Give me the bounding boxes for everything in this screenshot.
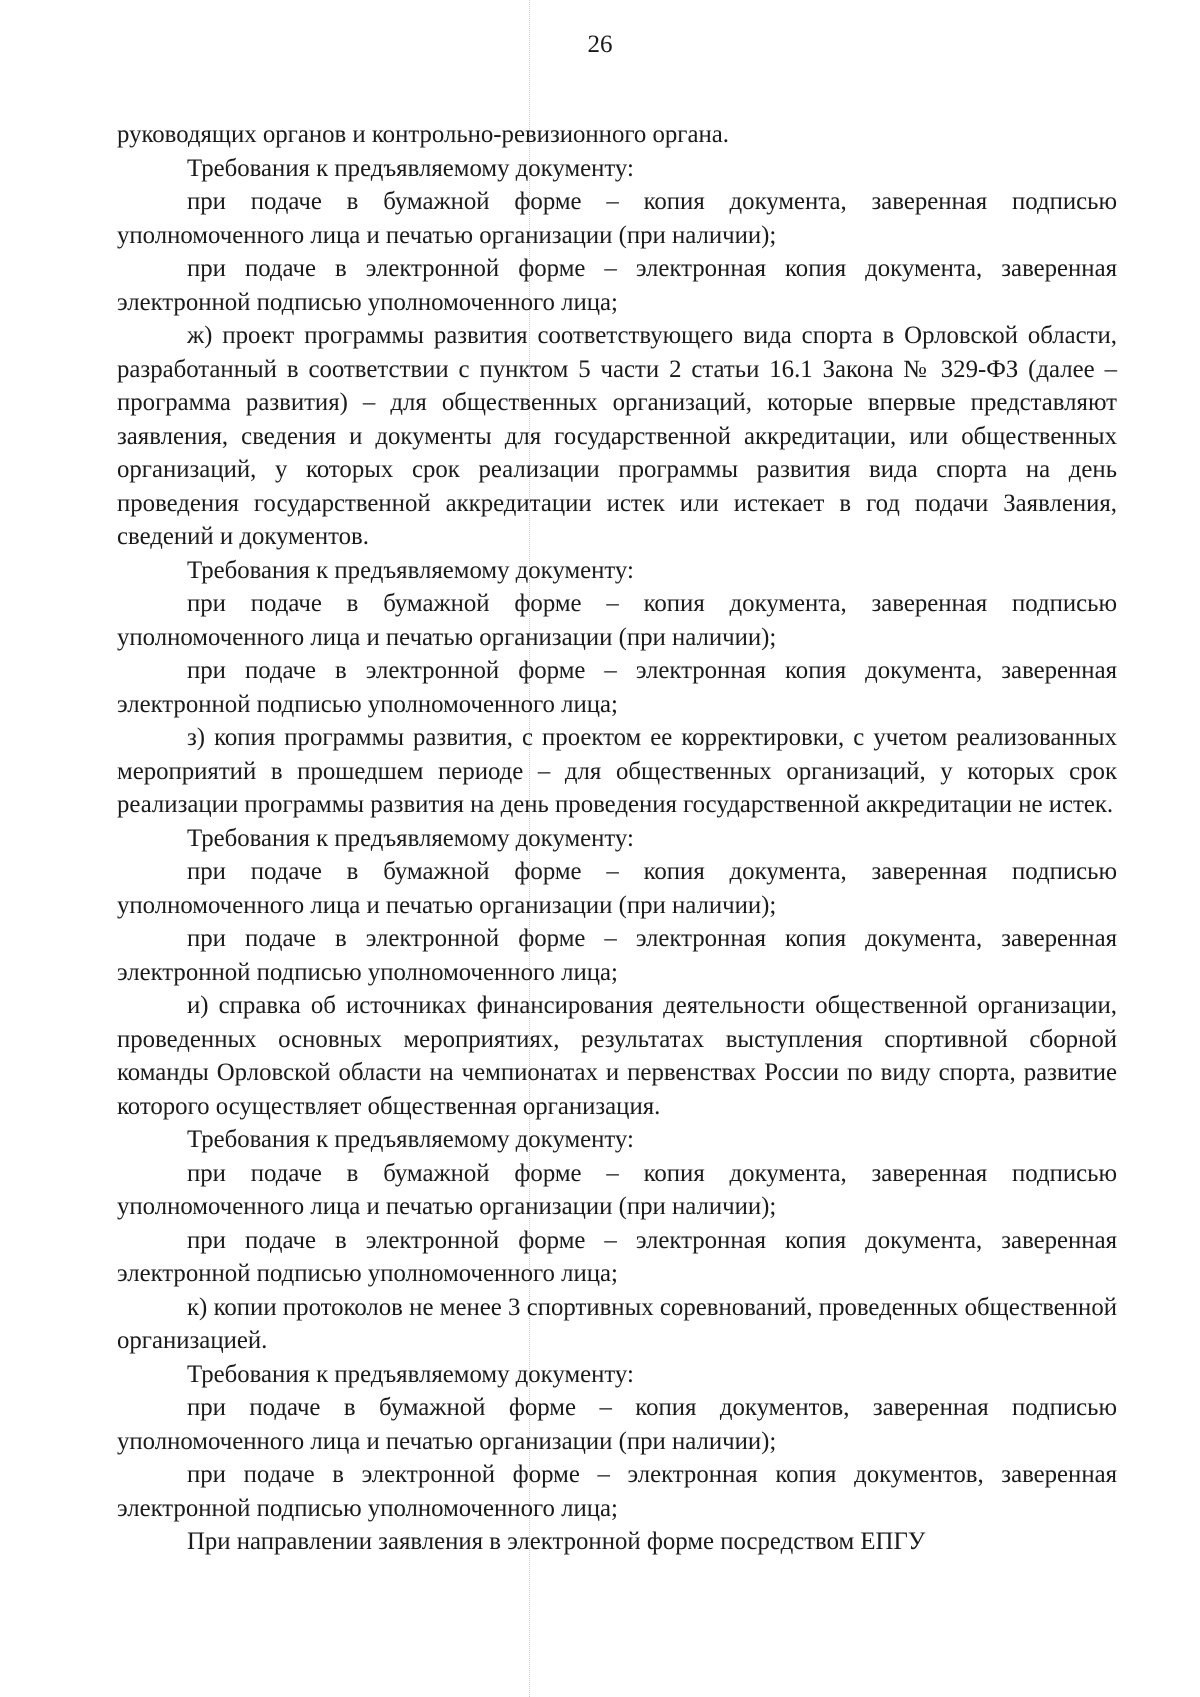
paragraph-electronic-form: при подаче в электронной форме – электронная копия документов, заверенная электронной подписью уполномоченного лица; <box>117 1461 1117 1522</box>
paragraph-paper-form: при подаче в бумажной форме – копия документа, заверенная подписью уполномоченного лица и печатью организации (при наличии); <box>117 188 1117 249</box>
document-body <box>117 118 1117 1559</box>
paragraph-paper-form: при подаче в бумажной форме – копия документа, заверенная подписью уполномоченного лица и печатью организации (при наличии); <box>117 858 1117 919</box>
paragraph-item-k: к) копии протоколов не менее 3 спортивных соревнований, проведенных общественной организацией. <box>117 1293 1117 1354</box>
paragraph-paper-form: при подаче в бумажной форме – копия документа, заверенная подписью уполномоченного лица и печатью организации (при наличии); <box>117 1159 1117 1220</box>
requirements-heading: Требования к предъявляемому документу: <box>187 1126 634 1153</box>
paragraph-electronic-form: при подаче в электронной форме – электронная копия документа, заверенная электронной подписью уполномоченного лица; <box>117 657 1117 718</box>
paragraph-paper-form: при подаче в бумажной форме – копия документов, заверенная подписью уполномоченного лица и печатью организации (при наличии); <box>117 1394 1117 1455</box>
paragraph-electronic-form: при подаче в электронной форме – электронная копия документа, заверенная электронной подписью уполномоченного лица; <box>117 255 1117 316</box>
paragraph-item-zh: ж) проект программы развития соответствующего вида спорта в Орловской области, разработанный в соответствии с пунктом 5 части 2 статьи 16.1 Закона № 329-ФЗ (далее – программа развития) – для общественных организаций, которые впервые представляют заявления, сведения и документы для государственной аккредитации, или общественных организаций, у которых срок реализации программы развития вида спорта на день проведения государственной аккредитации истек или истекает в год подачи Заявления, сведений и документов. <box>117 322 1117 550</box>
page-number: 26 <box>587 31 613 58</box>
requirements-heading: Требования к предъявляемому документу: <box>187 556 634 584</box>
paragraph-continuation: руководящих органов и контрольно-ревизионного органа. <box>117 121 729 148</box>
requirements-heading: Требования к предъявляемому документу: <box>187 824 634 852</box>
paragraph-electronic-form: при подаче в электронной форме – электронная копия документа, заверенная электронной подписью уполномоченного лица; <box>117 1226 1117 1287</box>
requirements-heading: Требования к предъявляемому документу: <box>187 154 634 182</box>
requirements-heading: Требования к предъявляемому документу: <box>187 1360 634 1388</box>
paragraph-electronic-form: при подаче в электронной форме – электронная копия документа, заверенная электронной подписью уполномоченного лица; <box>117 925 1117 986</box>
paragraph-item-z: з) копия программы развития, с проектом ее корректировки, с учетом реализованных мероприятий в прошедшем периоде – для общественных организаций, у которых срок реализации программы развития на день проведения государственной аккредитации не истек. <box>117 724 1117 818</box>
paragraph-paper-form: при подаче в бумажной форме – копия документа, заверенная подписью уполномоченного лица и печатью организации (при наличии); <box>117 590 1117 651</box>
paragraph-item-i: и) справка об источниках финансирования деятельности общественной организации, проведенных основных мероприятиях, результатах выступления спортивной сборной команды Орловской области на чемпионатах и первенствах России по виду спорта, развитие которого осуществляет общественная организация. <box>117 992 1117 1120</box>
paragraph-epgu: При направлении заявления в электронной форме посредством ЕПГУ <box>187 1528 926 1555</box>
